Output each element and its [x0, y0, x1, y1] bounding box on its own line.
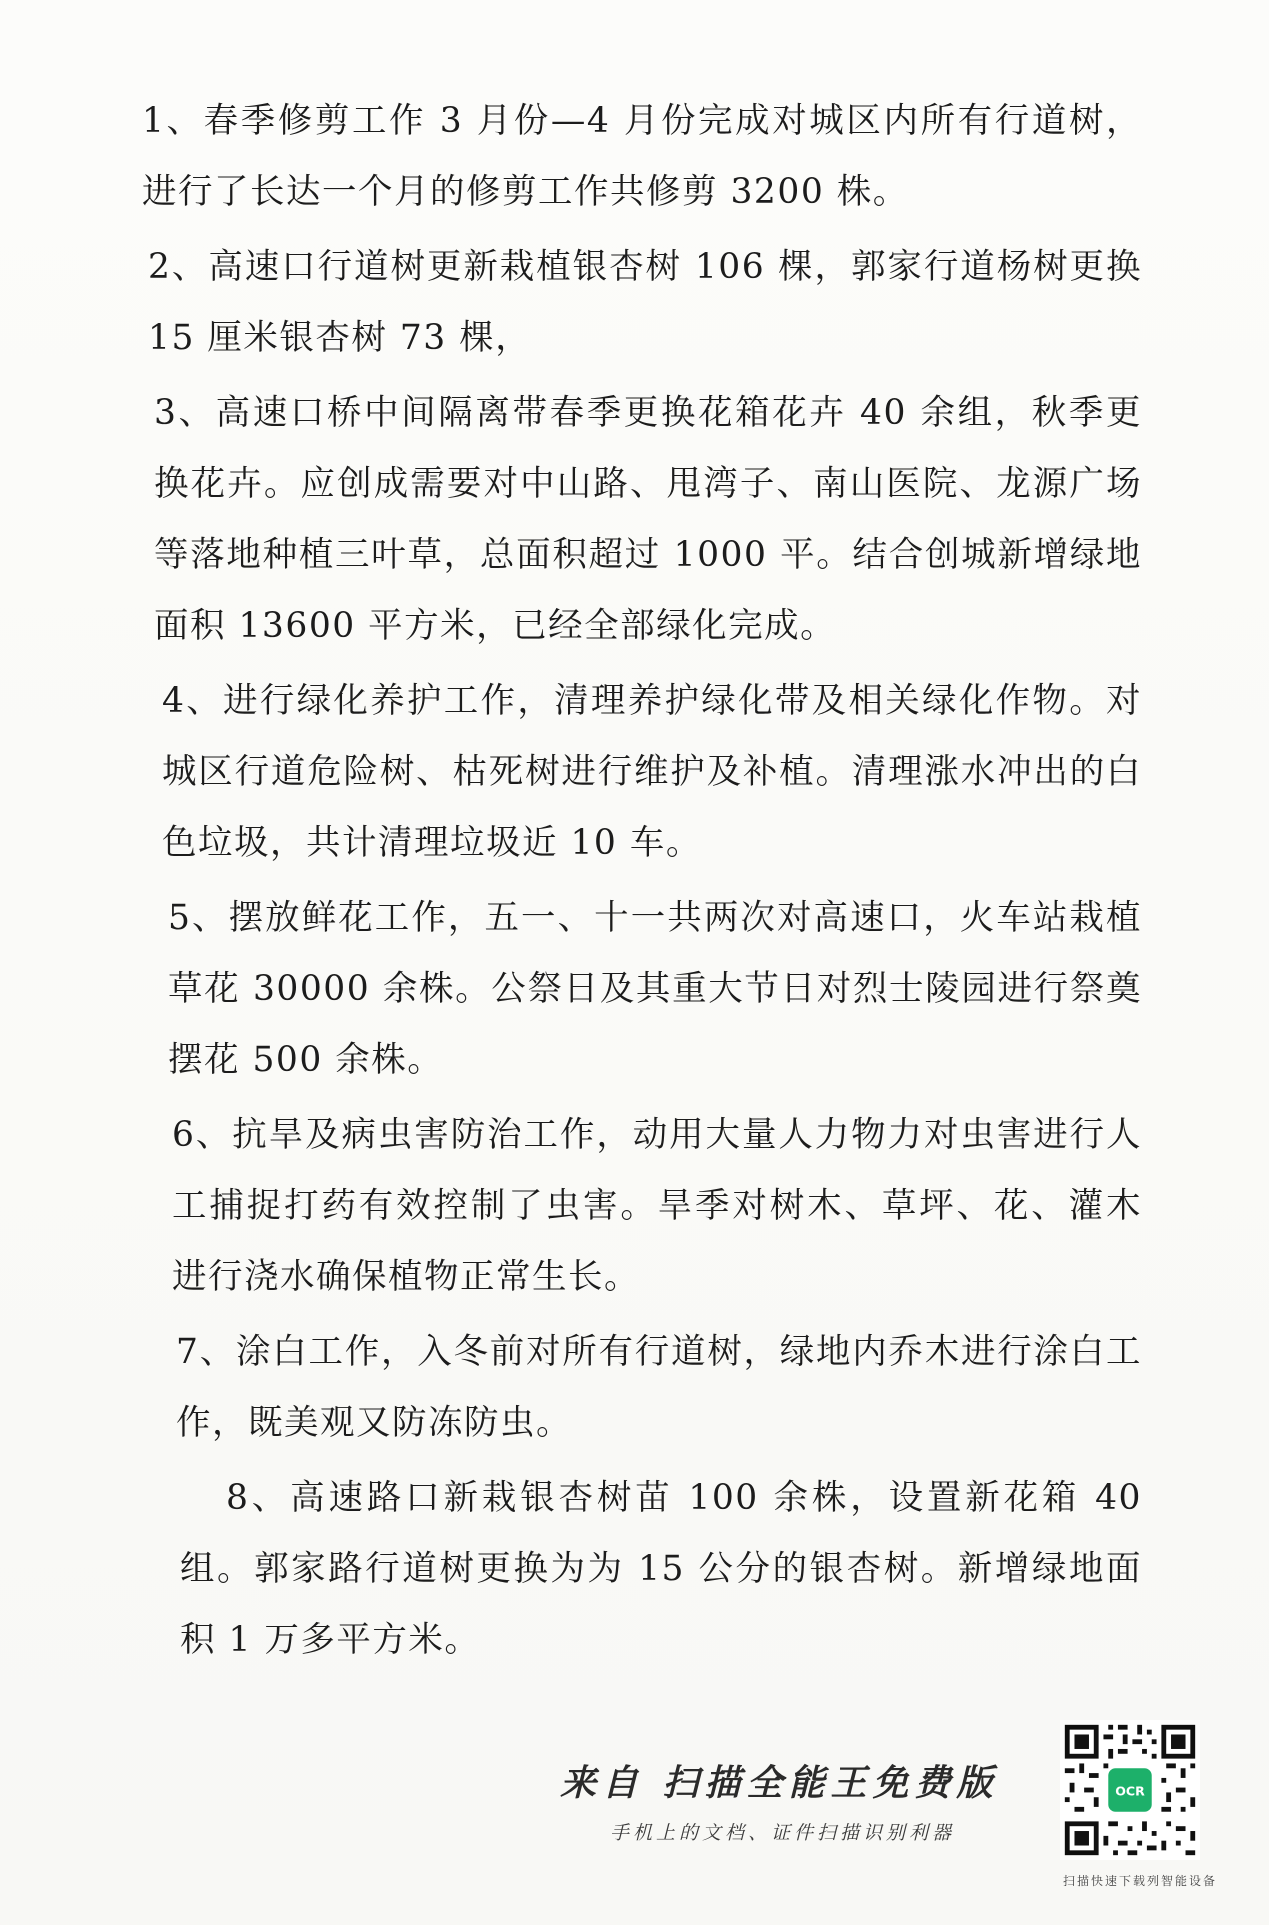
document-body	[142, 86, 1142, 1680]
paragraph-4: 4、进行绿化养护工作，清理养护绿化带及相关绿化作物。对城区行道危险树、枯死树进行维护及补植。清理涨水冲出的白色垃圾，共计清理垃圾近 10 车。	[162, 681, 1142, 863]
qr-code	[1060, 1720, 1200, 1860]
paragraph-2: 2、高速口行道树更新栽植银杏树 106 棵，郭家行道杨树更换 15 厘米银杏树 73 棵，	[148, 247, 1142, 358]
paragraph-8: 8、高速路口新栽银杏树苗 100 余株，设置新花箱 40 组。郭家路行道树更换为为 15 公分的银杏树。新增绿地面积 1 万多平方米。	[180, 1478, 1142, 1660]
watermark-title: 来自 扫描全能王免费版	[560, 1762, 999, 1804]
paragraph-3: 3、高速口桥中间隔离带春季更换花箱花卉 40 余组，秋季更换花卉。应创成需要对中山路、甩湾子、南山医院、龙源广场等落地种植三叶草，总面积超过 1000 平。结合创城新增绿地面积 13600 平方米，已经全部绿化完成。	[154, 393, 1142, 646]
paragraph-6: 6、抗旱及病虫害防治工作，动用大量人力物力对虫害进行人工捕捉打药有效控制了虫害。旱季对树木、草坪、花、灌木进行浇水确保植物正常生长。	[172, 1115, 1142, 1297]
qr-badge-label: OCR	[1115, 1783, 1145, 1799]
paragraph-1: 1、春季修剪工作 3 月份—4 月份完成对城区内所有行道树，进行了长达一个月的修剪工作共修剪 3200 株。	[142, 101, 1142, 212]
paragraph-7: 7、涂白工作，入冬前对所有行道树，绿地内乔木进行涂白工作，既美观又防冻防虫。	[176, 1332, 1142, 1443]
qr-code-icon	[1060, 1720, 1200, 1860]
watermark-tagline: 手机上的文档、证件扫描识别利器	[610, 1822, 956, 1844]
scanner-watermark	[560, 1755, 1040, 1845]
qr-caption: 扫描快速下载列智能设备	[1062, 1874, 1217, 1888]
paragraph-5: 5、摆放鲜花工作，五一、十一共两次对高速口，火车站栽植草花 30000 余株。公祭日及其重大节日对烈士陵园进行祭奠摆花 500 余株。	[168, 898, 1142, 1080]
